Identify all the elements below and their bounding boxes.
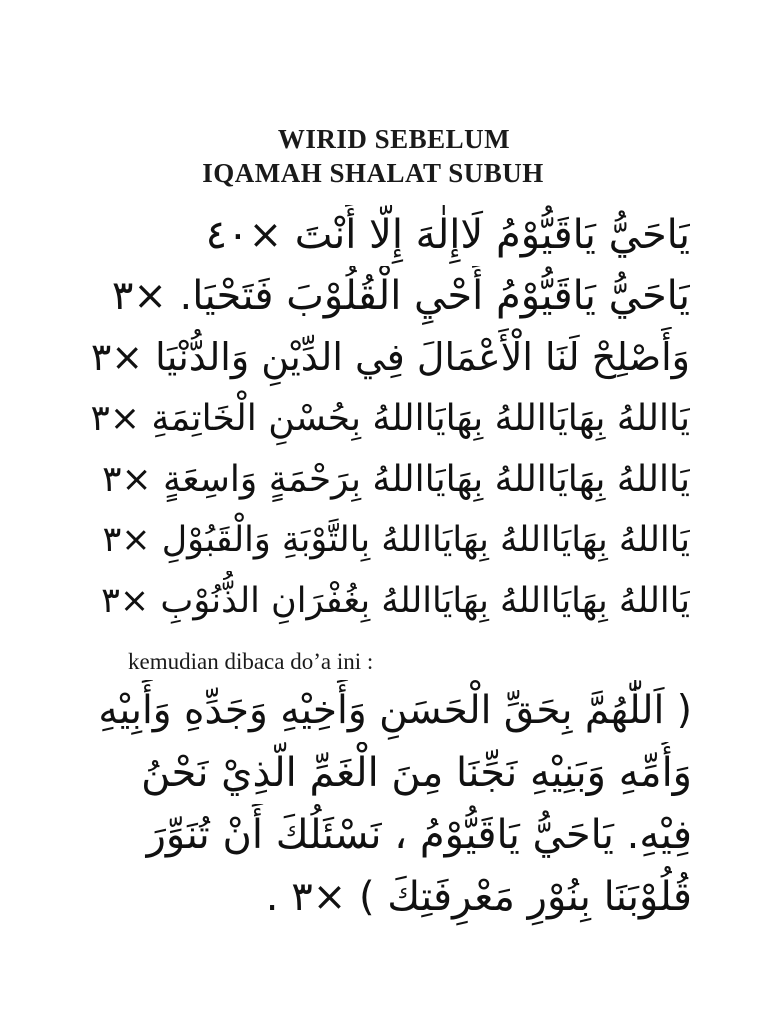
intro-text: kemudian dibaca do’a ini :	[128, 649, 374, 674]
wirid-text-block	[90, 205, 690, 632]
doa-line-1: ( اَللّٰهُمَّ بِحَقِّ الْحَسَنِ وَأَخِيْهِ وَجَدِّهِ وَأَبِيْهِ	[98, 688, 692, 733]
wirid-line-4: يَااللهُ بِهَايَااللهُ بِهَايَااللهُ بِحُسْنِ الْخَاتِمَةِ ×٣	[90, 398, 690, 439]
wirid-line-2: يَاحَيُّ يَاقَيُّوْمُ أَحْيِ الْقُلُوْبَ فَتَحْيَا. ×٣	[111, 273, 690, 319]
wirid-line-5: يَااللهُ بِهَايَااللهُ بِهَايَااللهُ بِرَحْمَةٍ وَاسِعَةٍ ×٣	[102, 459, 690, 500]
wirid-line-1: يَاحَيُّ يَاقَيُّوْمُ لَاإِلٰهَ إِلَّا أَنْتَ ×٤٠	[205, 212, 690, 258]
page-title	[0, 122, 768, 190]
wirid-line-7: يَااللهُ بِهَايَااللهُ بِهَايَااللهُ بِغُفْرَانِ الذُّنُوْبِ ×٣	[101, 581, 690, 621]
title-line-2: IQAMAH SHALAT SUBUH	[202, 158, 544, 188]
wirid-line-3: وَأَصْلِحْ لَنَا الْأَعْمَالَ فِي الدِّيْنِ وَالدُّنْيَا ×٣	[90, 335, 690, 379]
doa-text-block	[92, 680, 692, 928]
title-line-1: WIRID SEBELUM	[277, 124, 511, 154]
doa-line-4: قُلُوْبَنَا بِنُوْرِ مَعْرِفَتِكَ ) ×٣ .	[265, 874, 692, 920]
doa-line-2: وَأُمِّهِ وَبَنِيْهِ نَجِّنَا مِنَ الْغَمِّ الَّذِيْ نَحْنُ	[141, 750, 692, 796]
wirid-line-6: يَااللهُ بِهَايَااللهُ بِهَايَااللهُ بِالتَّوْبَةِ وَالْقَبُوْلِ ×٣	[102, 520, 690, 560]
doa-line-3: فِيْهِ. يَاحَيُّ يَاقَيُّوْمُ ، نَسْئَلُكَ أَنْ تُنَوِّرَ	[146, 812, 692, 858]
